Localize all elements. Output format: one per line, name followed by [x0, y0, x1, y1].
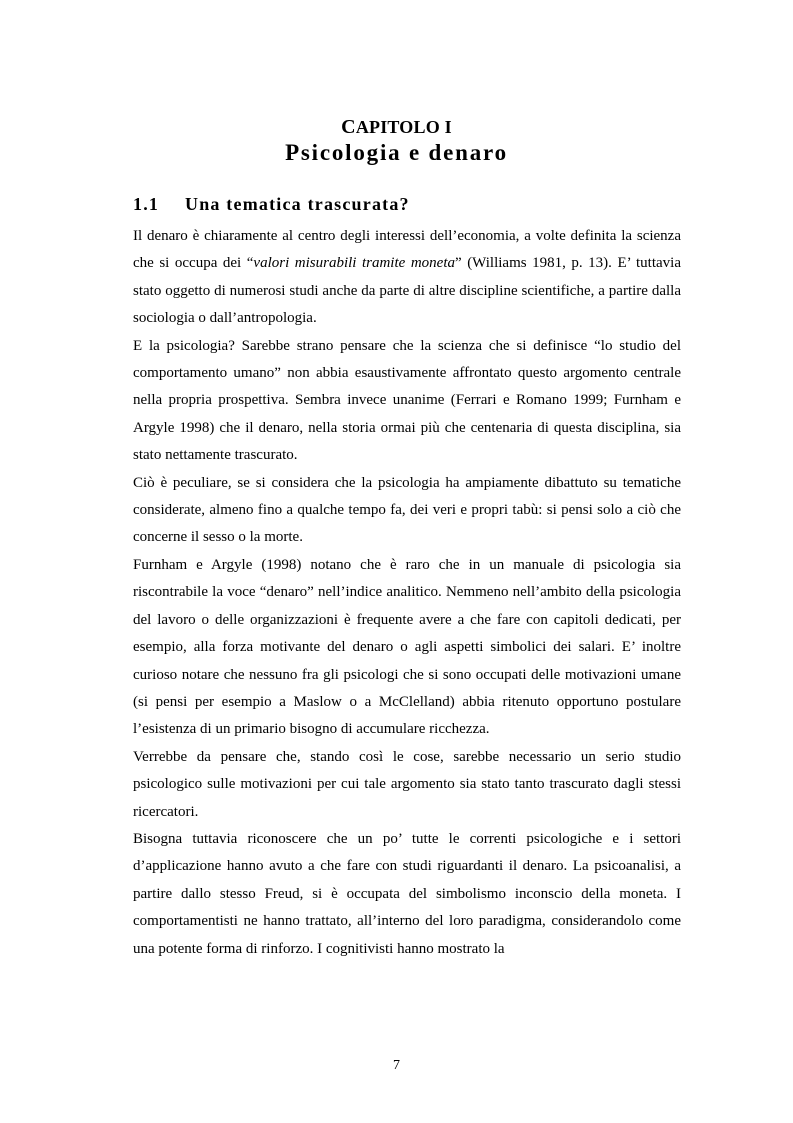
chapter-label-initial: C — [341, 116, 356, 138]
paragraph-1-italic-quote: valori misurabili tramite moneta — [253, 255, 455, 272]
paragraph-4: Furnham e Argyle (1998) notano che è raro che in un manuale di psicologia sia riscontrabile la voce “denaro” nell’indice analitico. Nemmeno nell’ambito della psicologia del lavoro o delle organizzazioni è frequente avere a che fare con capitoli dedicati, per esempio, alla forza motivante del denaro o agli aspetti simbolici dei salari. E’ inoltre curioso notare che nessuno fra gli psicologi che si sono occupati delle motivazioni umane (si pensi per esempio a Maslow o a McClelland) abbia ritenuto opportuno postulare l’esistenza di un primario bisogno di accumulare ricchezza. — [133, 556, 681, 738]
chapter-title: Psicologia e denaro — [285, 140, 508, 165]
paragraph-2: E la psicologia? Sarebbe strano pensare che la scienza che si definisce “lo studio del comportamento umano” non abbia esaustivamente affrontato questo argomento centrale nella propria prospettiva. Sembra invece unanime (Ferrari e Romano 1999; Furnham e Argyle 1998) che il denaro, nella storia ormai più che centenaria di questa disciplina, sia stato nettamente trascurato. — [133, 337, 681, 464]
paragraph-1 — [133, 223, 681, 333]
paragraph-6: Bisogna tuttavia riconoscere che un po’ tutte le correnti psicologiche e i settori d’applicazione hanno avuto a che fare con studi riguardanti il denaro. La psicoanalisi, a partire dallo stesso Freud, si è occupata del simbolismo inconscio della moneta. I comportamentisti ne hanno trattato, all’interno del loro paradigma, considerandolo come una potente forma di rinforzo. I cognitivisti hanno mostrato la — [133, 830, 681, 957]
paragraph-3: Ciò è peculiare, se si considera che la psicologia ha ampiamente dibattuto su tematiche considerate, almeno fino a qualche tempo fa, dei veri e propri tabù: si pensi solo a ciò che concerne il sesso o la morte. — [133, 474, 681, 546]
paragraph-1-text-end: ” (Williams 1981, p. 13). E’ tuttavia stato oggetto di numerosi studi anche da parte di altre discipline scientifiche, a partire dalla sociologia o dall’antropologia. — [133, 255, 681, 327]
paragraph-5: Verrebbe da pensare che, stando così le cose, sarebbe necessario un serio studio psicologico sulle motivazioni per cui tale argomento sia stato tanto trascurato dagli stessi ricercatori. — [133, 748, 681, 820]
section-heading — [133, 194, 693, 215]
section-title: Una tematica trascurata? — [185, 194, 410, 214]
chapter-label — [0, 116, 793, 139]
body-text — [133, 223, 681, 963]
page-number: 7 — [393, 1058, 400, 1073]
paragraph-1-text-start: Il denaro è chiaramente al centro degli interessi dell’economia, a volte definita la scienza che si occupa dei “ — [133, 228, 681, 272]
chapter-label-rest: APITOLO I — [355, 117, 452, 137]
section-number: 1.1 — [133, 194, 160, 214]
